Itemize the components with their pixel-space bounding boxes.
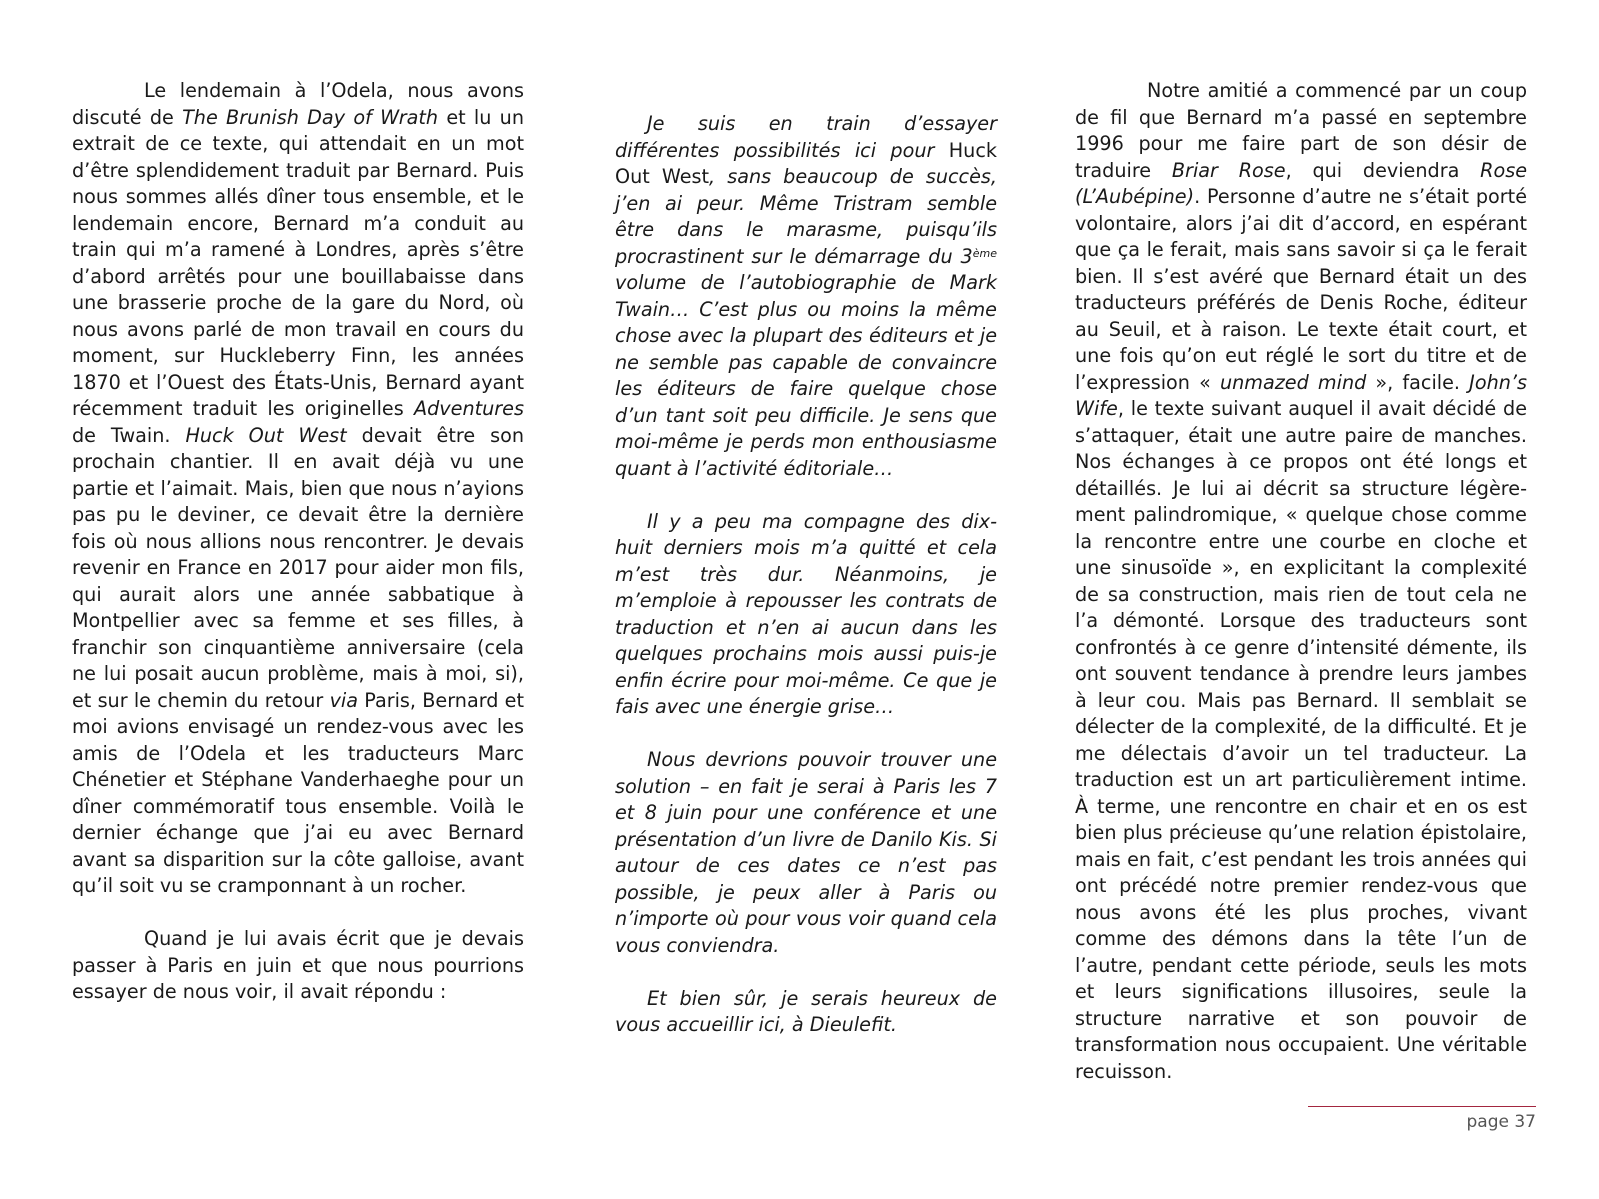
left-paragraph-2: Quand je lui avais écrit que je devais passer à Paris en juin et que nous pourrions essayer de nous voir, il avait répondu : bbox=[72, 927, 524, 1003]
text-run: devait être son prochain chantier. Il en avait déjà vu une partie et l’aimait. Mais, bien que nous n’ayions pas pu le deviner, ce devait être la dernière fois où nous allions nous rencontrer. Je devais revenir en France en 2017 pour aider mon fils, qui aurait alors une année sabbatique à Montpellier avec sa femme et ses filles, à franchir son cinquantième anniversaire (cela ne lui posait aucun problème, mais à moi, si), et sur le chemin du retour bbox=[72, 423, 524, 712]
text-run: Je suis en train d’essayer différentes possibilités ici pour bbox=[615, 112, 997, 162]
book-title: Huck Out West bbox=[185, 423, 347, 447]
italic-word: via bbox=[329, 688, 359, 712]
footer-rule bbox=[1308, 1106, 1536, 1107]
book-title: Rose (L’Aubépine) bbox=[1075, 158, 1527, 208]
ordinal-superscript: ème bbox=[972, 246, 997, 260]
book-title: Huck Out West bbox=[615, 138, 997, 188]
left-column bbox=[72, 78, 524, 1006]
text-run: , qui deviendra bbox=[1285, 158, 1481, 182]
quote-paragraph-1 bbox=[615, 111, 997, 482]
quote-paragraph-2: Il y a peu ma compagne des dix-huit derniers mois m’a quitté et cela m’est très dur. Néanmoins, je m’emploie à repousser les contrats de traduction et n’en ai aucun dans les quelques prochains mois aussi puis-je enfin écrire pour moi-même. Ce que je fais avec une énergie grise… bbox=[615, 509, 997, 718]
book-title: Adventures bbox=[413, 397, 524, 420]
book-title: Briar Rose bbox=[1171, 158, 1286, 182]
text-run: , le texte suivant auquel il avait décidé de s’attaquer, était une autre paire de manches. Nos échanges à ce propos ont été longs et détaillés. Je lui ai décrit sa structure légèrement palindromique, « quelque chose comme la rencontre entre une courbe en cloche et une sinusoïde », en explicitant la complexité de sa construction, mais rien de tout cela ne l’a démonté. Lorsque des traducteurs sont confrontés à ce genre d’intensité démente, ils ont souvent tendance à prendre leurs jambes à leur cou. Mais pas Bernard. Il semblait se délecter de la complexité, de la difficulté. Et je me délectais d’avoir un tel traducteur. La traduction est un art particulièrement intime. À terme, une rencontre en chair et en os est bien plus précieuse qu’une relation épistolaire, mais en fait, c’est pendant les trois années qui ont précédé notre premier rendez-vous que nous avons été les plus proches, vivant comme des démons dans la tête l’un de l’autre, pendant cette période, seuls les mots et leurs significations illusoires, seule la structure narrative et son pouvoir de transformation nous occupaient. Une véritable recuisson. bbox=[1075, 397, 1527, 1083]
text-run: Paris, Bernard et moi avions envisagé un rendez-vous avec les amis de l’Odela et les traducteurs Marc Chénetier et Stéphane Vanderhaeghe pour un dîner commémoratif tous ensemble. Voilà le dernier échange que j’ai eu avec Bernard avant sa disparition sur la côte galloise, avant qu’il soit vu se cramponnant à un rocher. bbox=[72, 688, 525, 897]
italic-expression: unmazed mind bbox=[1219, 370, 1367, 394]
text-run: . Personne d’autre ne s’était porté volontaire, alors j’ai dit d’accord, en espérant que ça le ferait, mais sans savoir si ça le ferait bien. Il s’est avéré que Bernard était un des traducteurs préférés de Denis Roche, éditeur au Seuil, et à raison. Le texte était court, et une fois qu’on eut réglé le sort du titre et de l’expression « bbox=[1075, 185, 1527, 394]
quoted-letter-column bbox=[615, 111, 997, 1039]
right-paragraph-1 bbox=[1075, 78, 1527, 1085]
page-number: page 37 bbox=[1466, 1112, 1536, 1132]
text-run: volume de l’autobiographie de Mark Twain… C’est plus ou moins la même chose avec la plupart des éditeurs et je ne semble pas capable de convaincre les éditeurs de faire quelque chose d’un tant soit peu difficile. Je sens que moi-même je perds mon enthousiasme quant à l’activité éditoriale… bbox=[615, 271, 997, 480]
quote-paragraph-4: Et bien sûr, je serais heureux de vous accueillir ici, à Dieulefit. bbox=[615, 986, 997, 1036]
left-paragraph-1 bbox=[72, 78, 524, 900]
text-run: Le lendemain à l’Odela, nous avons discuté de bbox=[72, 79, 524, 129]
text-run: de Twain. bbox=[72, 423, 186, 447]
right-column bbox=[1075, 78, 1527, 1085]
book-title: John’s Wife bbox=[1075, 370, 1527, 420]
quote-paragraph-3: Nous devrions pouvoir trouver une solution – en fait je serai à Paris les 7 et 8 juin pour une conférence et une présentation d’un livre de Danilo Kis. Si autour de ces dates ce n’est pas possible, je peux aller à Paris ou n’importe où pour vous voir quand cela vous conviendra. bbox=[615, 748, 997, 957]
text-run: », facile. bbox=[1366, 370, 1470, 394]
book-title: The Brunish Day of Wrath bbox=[182, 105, 439, 129]
text-run: Notre amitié a commencé par un coup de fil que Bernard m’a passé en septembre 1996 pour me faire part de son désir de traduire bbox=[1075, 79, 1527, 182]
text-run: , sans beaucoup de succès, j’en ai peur. Même Tristram semble être dans le marasme, puisqu’ils procrastinent sur le démarrage du 3 bbox=[615, 165, 997, 268]
text-run: et lu un extrait de ce texte, qui attendait en un mot d’être splendidement traduit par Bernard. Puis nous sommes allés dîner tous ensemble, et le lendemain encore, Bernard m’a conduit au train qui m’a ramené à Londres, après s’être d’abord arrêtés pour une bouillabaisse dans une brasserie proche de la gare du Nord, où nous avons parlé de mon travail en cours du moment, sur Huckleberry Finn, les années 1870 et l’Ouest des États-Unis, Bernard ayant récemment traduit les originelles bbox=[72, 105, 524, 420]
